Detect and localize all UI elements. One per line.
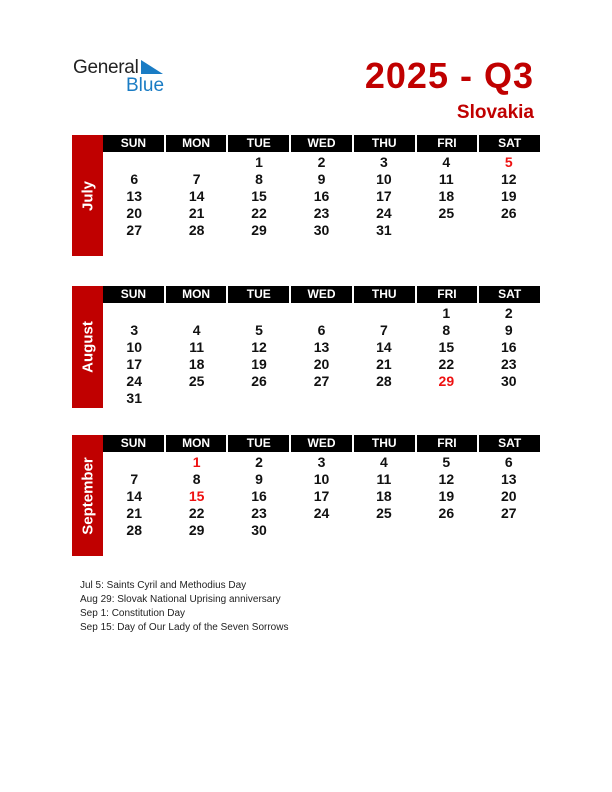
weekday-sun: SUN <box>103 135 166 152</box>
day-cell <box>165 390 227 407</box>
day-grid <box>103 305 540 407</box>
holiday-day-cell: 1 <box>192 454 201 470</box>
day-cell: 20 <box>500 488 517 504</box>
day-cell: 22 <box>188 505 205 521</box>
day-cell: 31 <box>376 222 392 238</box>
day-cell: 9 <box>317 171 326 187</box>
weekday-fri: FRI <box>417 435 480 452</box>
day-cell: 19 <box>251 356 267 372</box>
weekday-sat: SAT <box>479 286 540 303</box>
week-row <box>103 454 540 471</box>
day-cell: 16 <box>500 339 517 355</box>
week-row <box>103 339 540 356</box>
day-cell: 30 <box>500 373 517 389</box>
day-cell: 14 <box>188 188 205 204</box>
holiday-note: Jul 5: Saints Cyril and Methodius Day <box>80 580 247 591</box>
day-cell: 23 <box>500 356 517 372</box>
week-row <box>103 205 540 222</box>
holiday-notes <box>80 579 288 635</box>
week-row <box>103 356 540 373</box>
day-cell: 13 <box>313 339 330 355</box>
day-cell: 21 <box>126 505 142 521</box>
weekday-wed: WED <box>291 435 354 452</box>
day-cell <box>228 305 290 322</box>
day-cell <box>353 305 415 322</box>
day-cell: 24 <box>313 505 330 521</box>
country-name: Slovakia <box>456 102 534 123</box>
generalblue-logo <box>73 57 165 96</box>
weekday-fri: FRI <box>417 286 480 303</box>
weekday-thu: THU <box>354 286 417 303</box>
weekday-wed: WED <box>291 286 354 303</box>
day-cell: 8 <box>255 171 263 187</box>
day-cell: 24 <box>126 373 142 389</box>
day-cell: 7 <box>130 471 139 487</box>
weekday-header <box>103 435 540 452</box>
day-cell: 16 <box>313 188 330 204</box>
day-cell: 29 <box>188 522 205 538</box>
holiday-note: Sep 15: Day of Our Lady of the Seven Sorrows <box>80 622 289 633</box>
day-cell: 11 <box>376 471 392 487</box>
day-cell: 27 <box>126 222 142 238</box>
weekday-mon: MON <box>166 286 229 303</box>
day-cell <box>415 390 477 407</box>
day-cell: 20 <box>313 356 330 372</box>
day-cell: 26 <box>438 505 455 521</box>
day-cell: 22 <box>438 356 455 372</box>
day-cell: 17 <box>376 188 392 204</box>
day-cell: 10 <box>126 339 142 355</box>
day-cell <box>353 522 415 539</box>
weekday-mon: MON <box>166 435 229 452</box>
day-cell: 18 <box>438 188 455 204</box>
month-label-bar <box>72 135 103 256</box>
day-cell: 12 <box>438 471 455 487</box>
day-cell <box>165 305 227 322</box>
weekday-sun: SUN <box>103 286 166 303</box>
weekday-sun: SUN <box>103 435 166 452</box>
week-row <box>103 471 540 488</box>
day-cell: 2 <box>255 454 263 470</box>
day-cell: 26 <box>500 205 517 221</box>
page-title: 2025 - Q3 <box>364 55 534 96</box>
weekday-mon: MON <box>166 135 229 152</box>
day-cell: 19 <box>438 488 455 504</box>
day-cell <box>165 154 227 171</box>
day-cell: 27 <box>313 373 330 389</box>
day-cell: 20 <box>126 205 142 221</box>
day-cell: 8 <box>192 471 201 487</box>
day-cell: 14 <box>376 339 392 355</box>
month-name: August <box>79 321 96 373</box>
logo-text-blue: Blue <box>126 75 165 96</box>
day-cell <box>103 305 165 322</box>
holiday-note: Sep 1: Constitution Day <box>80 608 186 619</box>
day-cell: 25 <box>376 505 392 521</box>
day-cell <box>290 390 352 407</box>
holiday-note: Aug 29: Slovak National Uprising anniversary <box>80 594 281 605</box>
day-cell: 11 <box>189 339 205 355</box>
day-cell: 10 <box>376 171 392 187</box>
day-cell: 26 <box>251 373 267 389</box>
day-cell: 21 <box>188 205 205 221</box>
day-cell <box>290 305 352 322</box>
week-row <box>103 305 540 322</box>
month-label-bar <box>72 435 103 556</box>
day-cell: 28 <box>376 373 392 389</box>
weekday-tue: TUE <box>228 435 291 452</box>
weekday-tue: TUE <box>228 286 291 303</box>
day-cell: 27 <box>500 505 517 521</box>
day-cell: 25 <box>438 205 455 221</box>
day-cell: 7 <box>380 322 388 338</box>
week-row <box>103 488 540 505</box>
day-cell: 4 <box>192 322 201 338</box>
weekday-sat: SAT <box>479 435 540 452</box>
day-cell: 31 <box>126 390 142 406</box>
day-cell <box>415 522 477 539</box>
day-cell: 22 <box>251 205 267 221</box>
day-cell: 4 <box>380 454 388 470</box>
day-cell <box>353 390 415 407</box>
month-name: September <box>79 456 96 535</box>
day-cell: 16 <box>251 488 267 504</box>
day-cell: 14 <box>126 488 142 504</box>
day-cell: 5 <box>255 322 263 338</box>
weekday-tue: TUE <box>228 135 291 152</box>
day-cell: 28 <box>188 222 205 238</box>
day-grid <box>103 154 540 239</box>
day-cell: 9 <box>255 471 263 487</box>
day-cell: 19 <box>500 188 517 204</box>
day-cell: 13 <box>500 471 517 487</box>
day-cell <box>103 454 165 471</box>
day-cell: 21 <box>376 356 392 372</box>
day-cell: 5 <box>442 454 451 470</box>
weekday-thu: THU <box>354 435 417 452</box>
day-cell: 23 <box>251 505 267 521</box>
day-cell <box>103 154 165 171</box>
day-cell: 24 <box>376 205 392 221</box>
day-cell: 11 <box>438 171 454 187</box>
logo-triangle-icon <box>141 60 163 74</box>
day-cell: 6 <box>317 322 326 338</box>
day-cell: 18 <box>376 488 392 504</box>
weekday-sat: SAT <box>479 135 540 152</box>
day-cell <box>478 222 540 239</box>
day-cell: 13 <box>126 188 142 204</box>
day-cell: 29 <box>251 222 267 238</box>
day-cell: 15 <box>251 188 267 204</box>
day-cell: 1 <box>255 154 263 170</box>
weekday-header <box>103 135 540 152</box>
day-cell: 3 <box>130 322 139 338</box>
day-cell: 15 <box>438 339 455 355</box>
day-cell: 3 <box>380 154 388 170</box>
weekday-header <box>103 286 540 303</box>
week-row <box>103 154 540 171</box>
day-cell: 12 <box>500 171 517 187</box>
day-cell: 28 <box>126 522 142 538</box>
weekday-thu: THU <box>354 135 417 152</box>
day-cell: 25 <box>188 373 205 389</box>
week-row <box>103 171 540 188</box>
day-cell: 4 <box>442 154 451 170</box>
day-cell: 23 <box>313 205 330 221</box>
day-cell: 8 <box>442 322 451 338</box>
day-cell: 30 <box>251 522 267 538</box>
day-cell <box>478 390 540 407</box>
holiday-day-cell: 15 <box>188 488 205 504</box>
day-cell: 1 <box>442 305 451 321</box>
day-cell: 10 <box>313 471 330 487</box>
week-row <box>103 390 540 407</box>
day-cell: 2 <box>317 154 326 170</box>
day-grid <box>103 454 540 539</box>
month-name: July <box>79 180 96 211</box>
day-cell <box>478 522 540 539</box>
day-cell: 6 <box>130 171 139 187</box>
week-row <box>103 505 540 522</box>
weekday-wed: WED <box>291 135 354 152</box>
day-cell: 17 <box>126 356 142 372</box>
day-cell: 6 <box>504 454 513 470</box>
day-cell: 3 <box>317 454 326 470</box>
day-cell: 12 <box>251 339 267 355</box>
day-cell <box>228 390 290 407</box>
week-row <box>103 373 540 390</box>
holiday-day-cell: 5 <box>504 154 513 170</box>
week-row <box>103 322 540 339</box>
day-cell <box>415 222 477 239</box>
day-cell: 30 <box>313 222 330 238</box>
day-cell: 18 <box>188 356 205 372</box>
month-label-bar <box>72 286 103 408</box>
logo-text-general: General <box>73 57 139 78</box>
day-cell: 9 <box>504 322 513 338</box>
day-cell <box>290 522 352 539</box>
holiday-day-cell: 29 <box>438 373 455 389</box>
day-cell: 7 <box>192 171 201 187</box>
week-row <box>103 188 540 205</box>
weekday-fri: FRI <box>417 135 480 152</box>
week-row <box>103 522 540 539</box>
day-cell: 2 <box>504 305 513 321</box>
day-cell: 17 <box>313 488 330 504</box>
week-row <box>103 222 540 239</box>
